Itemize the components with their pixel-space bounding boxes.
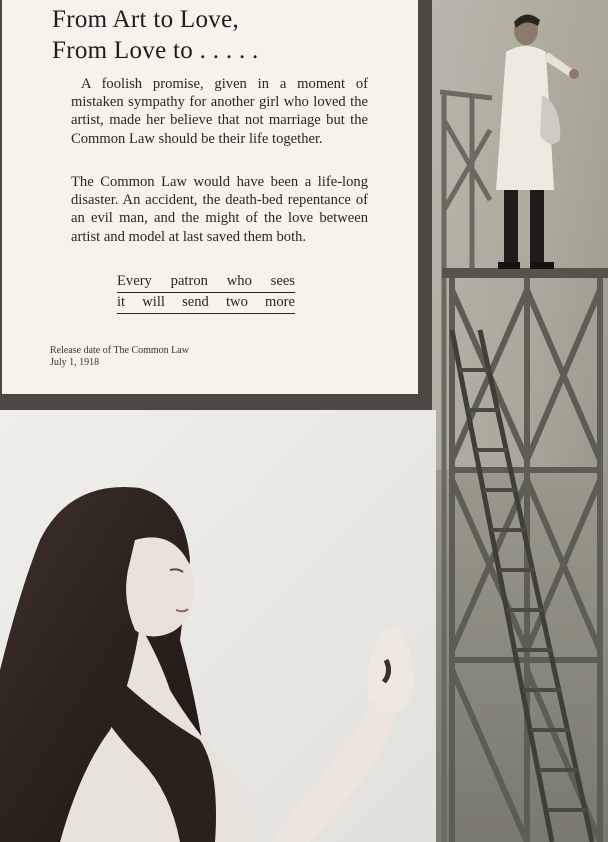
headline — [52, 4, 259, 66]
release-date — [50, 345, 189, 369]
scaffold-illustration — [432, 0, 608, 842]
headline-line-2: From Love to . . . . . — [52, 37, 259, 64]
headline-line-1: From Art to Love, — [52, 6, 240, 33]
release-line-1: Release date of The Common Law — [50, 345, 189, 356]
patron-tagline — [117, 272, 295, 314]
artist-on-scaffold-photo — [432, 0, 608, 842]
patron-line-1: Every patron who sees — [117, 272, 295, 293]
portrait-illustration — [0, 410, 436, 842]
woman-portrait-photo — [0, 410, 436, 842]
release-line-2: July 1, 1918 — [50, 357, 100, 368]
text-panel — [2, 0, 418, 394]
paragraph-2: The Common Law would have been a life-long disaster. An accident, the death-bed repentance of an evil man, and the might of the love between artist and model at last saved them both. — [71, 174, 368, 245]
paragraph-1: A foolish promise, given in a moment of mistaken sympathy for another girl who loved the artist, made her believe that not marriage but the Common Law should be their life together. — [71, 76, 368, 147]
patron-line-2: it will send two more — [117, 293, 295, 314]
